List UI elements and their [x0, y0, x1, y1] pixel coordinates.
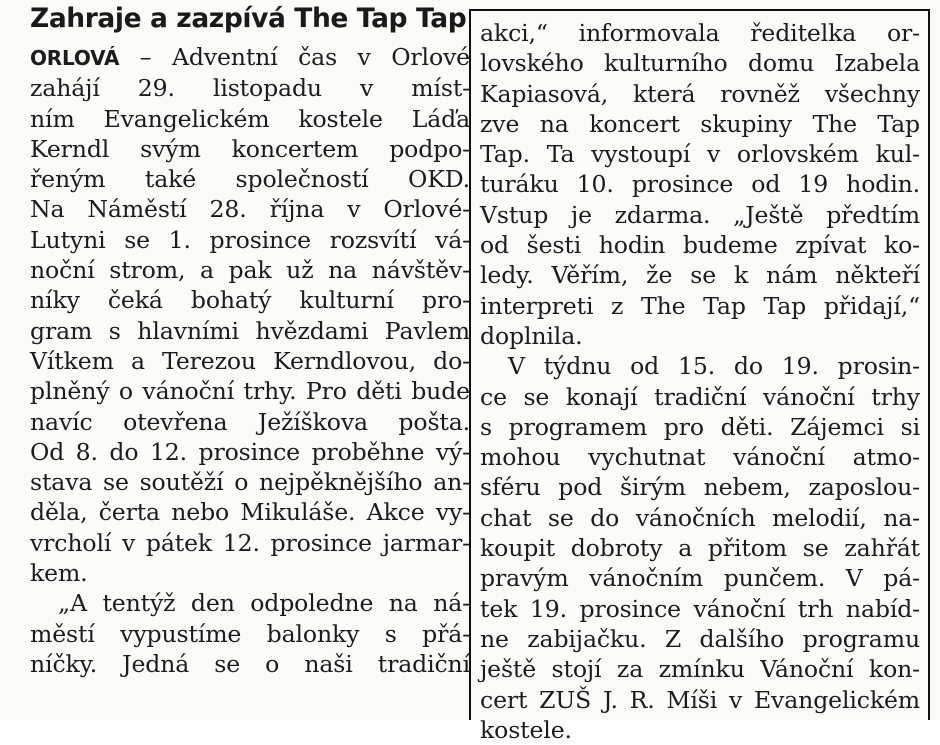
article-line: chat se do vánočních melodií, na-: [480, 503, 920, 532]
article-line: pravým vánočním punčem. V pá-: [480, 564, 920, 593]
article-line: zve na koncert skupiny The Tap: [480, 109, 920, 138]
article-line: tek 19. prosince vánoční trh nabíd-: [480, 594, 920, 623]
article-line: mohou vychutnat vánoční atmo-: [480, 443, 920, 472]
article-line: městí vypustíme balonky s přá-: [30, 619, 470, 648]
article-line: kem.: [30, 559, 88, 588]
article-line: gram s hlavními hvězdami Pavlem: [30, 316, 470, 345]
article-line: ledy. Věřím, že se k nám někteří: [480, 261, 920, 290]
article-line: níky čeká bohatý kulturní pro-: [30, 286, 470, 315]
article-line: cert ZUŠ J. R. Míši v Evangelickém: [480, 685, 920, 714]
article-line: s programem pro děti. Zájemci si: [480, 412, 920, 441]
column-right-rule: [928, 9, 930, 720]
article-line: koupit dobroty a přitom se zahřát: [480, 534, 920, 563]
article-line: Vítkem a Terezou Kerndlovou, do-: [30, 346, 470, 375]
article-line: sféru pod širým nebem, zaposlou-: [480, 473, 920, 502]
article-line: Vstup je zdarma. „Ještě předtím: [480, 200, 920, 229]
article-line: lovského kulturního domu Izabela: [480, 49, 920, 78]
article-line: akci,“ informovala ředitelka or-: [480, 19, 920, 47]
article-line: od šesti hodin budeme zpívat ko-: [480, 231, 920, 260]
article-line: Lutyni se 1. prosince rozsvítí vá-: [30, 225, 470, 254]
article-line: interpreti z The Tap Tap přidají,“: [480, 291, 920, 320]
article-line: Na Náměstí 28. října v Orlové-: [30, 195, 470, 224]
article-line: děla, čerta nebo Mikuláše. Akce vy-: [30, 498, 470, 527]
article-line: Kerndl svým koncertem podpo-: [30, 134, 470, 163]
article-left-column: [30, 0, 470, 679]
article-line: doplnila.: [480, 321, 583, 350]
article-line: „A tentýž den odpoledne na ná-: [58, 589, 470, 618]
article-line: řeným také společností OKD.: [30, 165, 470, 194]
article-line: noční strom, a pak už na návštěv-: [30, 256, 470, 285]
article-line: V týdnu od 15. do 19. prosin-: [508, 352, 920, 381]
article-line: navíc otevřena Ježíškova pošta.: [30, 407, 470, 436]
article-line: ještě stojí za zmínku Vánoční kon-: [480, 655, 920, 684]
article-line: stava se soutěží o nejpěknějšího an-: [30, 468, 470, 497]
article-line: turáku 10. prosince od 19 hodin.: [480, 170, 920, 199]
article-line: ce se konají tradiční vánoční trhy: [480, 382, 920, 411]
article-line: kostele.: [480, 715, 572, 744]
article-line: Kapiasová, která rovněž všechny: [480, 79, 920, 108]
article-line: ním Evangelickém kostele Láďa: [30, 104, 470, 133]
article-line: Od 8. do 12. prosince proběhne vý-: [30, 437, 470, 466]
article-right-column: [480, 0, 920, 745]
article-headline: Zahraje a zazpívá The Tap Tap: [30, 3, 467, 34]
article-line: plněný o vánoční trhy. Pro děti bude: [30, 377, 470, 406]
article-dateline: ORLOVÁ: [30, 46, 120, 70]
article-line: zahájí 29. listopadu v míst-: [30, 74, 470, 103]
article-line: ne zabijačku. Z dalšího programu: [480, 624, 920, 653]
article-line: ORLOVÁ – Adventní čas v Orlové: [30, 43, 470, 71]
article-line: vrcholí v pátek 12. prosince jarmar-: [30, 528, 470, 557]
article-line: Tap. Ta vystoupí v orlovském kul-: [480, 140, 920, 169]
article-line: níčky. Jedná se o naši tradiční: [30, 649, 470, 678]
